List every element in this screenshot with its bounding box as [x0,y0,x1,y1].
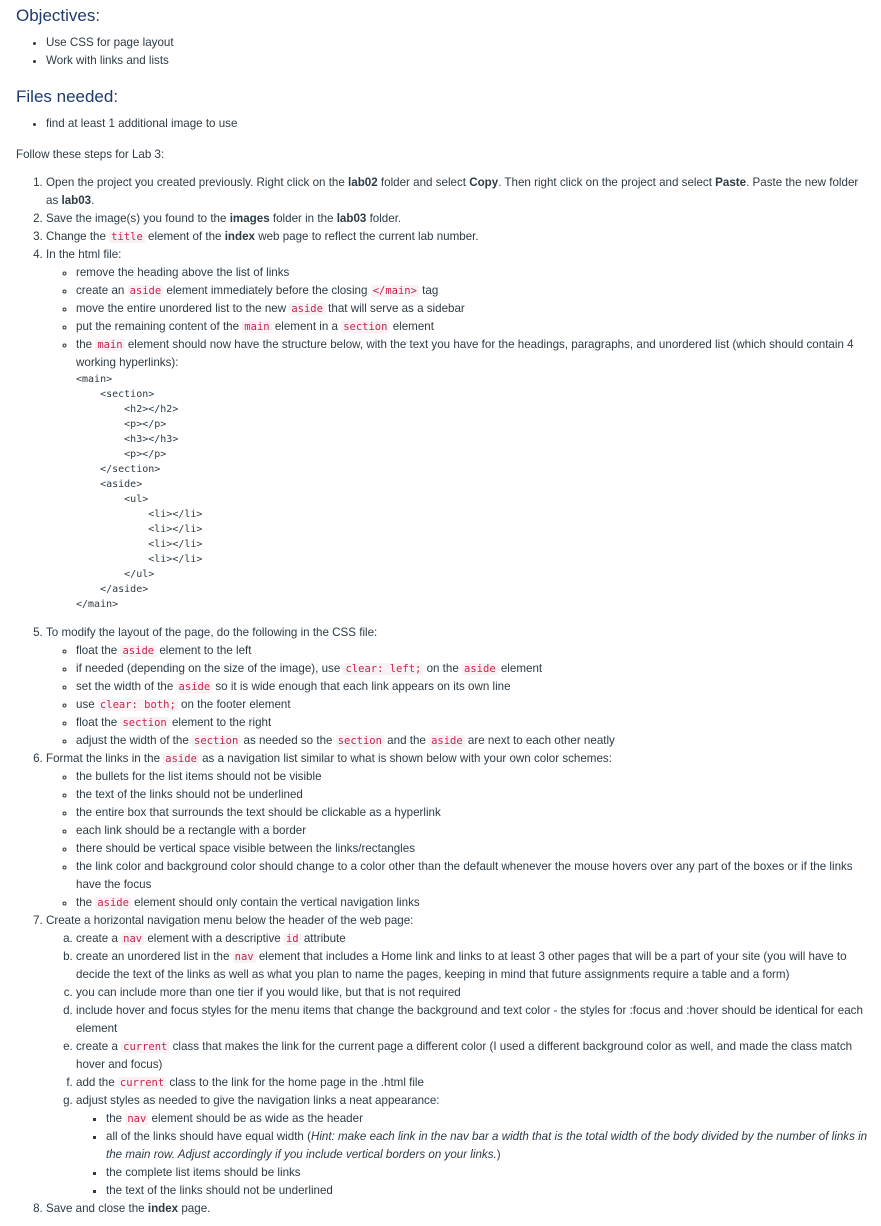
list-item: ◦ the text of the links should not be underlined [76,786,872,804]
objectives-list [16,34,872,70]
list-item: b. create an unordered list in the nav element that includes a Home link and links to at least 3 other pages that will be a part of your site (you will have to decide the text of the links as well as what you plan to name the pages, keeping in mind that future assignments require a table and a form) [76,948,872,984]
intro-text: Follow these steps for Lab 3: [16,148,165,161]
step-4-sublist [46,264,872,612]
step-5: 5. To modify the layout of the page, do the following in the CSS file: ◦ float the aside element to the left ◦ if needed (depending on the size of the image), use clear: left; on the aside element ◦ set the width of the aside so it is wide enough that each link appears on its own line ◦ use clear: both; on the footer element ◦ float the section element to the right ◦ adjust the width of the section as needed so the section and the aside are next to each other neatly [46,624,872,750]
list-item: ◦ the entire box that surrounds the text should be clickable as a hyperlink [76,804,872,822]
list-item: ◦ each link should be a rectangle with a border [76,822,872,840]
step-3: 3. Change the title element of the index web page to reflect the current lab number. [46,228,872,246]
code-block: <main> <section> <h2></h2> <p></p> <h3></h3> <p></p> </section> <aside> <ul> <li></li> <li></li> <li></li> <li></li> </ul> </aside> </main> [76,374,203,610]
list-item: ◦ if needed (depending on the size of the image), use clear: left; on the aside element [76,660,872,678]
objectives-heading: Objectives: [16,6,101,25]
list-item: ▪ the nav element should be as wide as the header [106,1110,872,1128]
step-7: 7. Create a horizontal navigation menu below the header of the web page: a. create a nav element with a descriptive id attribute b. create an unordered list in the nav element that includes a Home link and links to at least 3 other pages that will be a part of your site (you will have to decide the text of the links as well as what you plan to name the pages, keeping in mind that future assignments require a table and a form) c. you can include more than one tier if you would like, but that is not required d. include hover and focus styles for the menu items that change the background and text color - the styles for :focus and :hover should be identical for each element e. create a current class that makes the link for the current page a different color (I used a different background color as well, and made the class match hover and focus) f. add the current class to the link for the home page in the .html file g. adjust styles as needed to give the navigation links a neat appearance: ▪ the nav element should be as wide as the header ▪ all of the links should have equal width (Hint: make each link in the nav bar a width that is the total width of the body divided by the number of links in the main row. Adjust accordingly if you include vertical borders on your links.) ▪ the complete list items should be links ▪ the text of the links should not be underlined [46,912,872,1200]
list-item: e. create a current class that makes the link for the current page a different color (I used a different background color as well, and made the class match hover and focus) [76,1038,872,1074]
document [16,0,872,1218]
step-7g-sublist [76,1110,872,1200]
list-item: g. adjust styles as needed to give the navigation links a neat appearance: ▪ the nav element should be as wide as the header ▪ all of the links should have equal width (Hint: make each link in the nav bar a width that is the total width of the body divided by the number of links in the main row. Adjust accordingly if you include vertical borders on your links.) ▪ the complete list items should be links ▪ the text of the links should not be underlined [76,1092,872,1200]
step-2: 2. Save the image(s) you found to the images folder in the lab03 folder. [46,210,872,228]
list-item: ◦ remove the heading above the list of links [76,264,872,282]
list-item: ◦ the bullets for the list items should not be visible [76,768,872,786]
step-4: 4. In the html file: ◦ remove the heading above the list of links ◦ create an aside element immediately before the closing </main> tag ◦ move the entire unordered list to the new aside that will serve as a sidebar ◦ put the remaining content of the main element in a section element ◦ the main element should now have the structure below, with the text you have for the headings, paragraphs, and unordered list (which should contain 4 working hyperlinks): <main> <section> <h2></h2> <p></p> <h3></h3> <p></p> </section> <aside> <ul> <li></li> <li></li> <li></li> <li></li> </ul> </aside> </main> [46,246,872,612]
list-item: ▪ the complete list items should be links [106,1164,872,1182]
list-item: ◦ the main element should now have the structure below, with the text you have for the headings, paragraphs, and unordered list (which should contain 4 working hyperlinks): <main> <section> <h2></h2> <p></p> <h3></h3> <p></p> </section> <aside> <ul> <li></li> <li></li> <li></li> <li></li> </ul> </aside> </main> [76,336,872,612]
list-item: ◦ use clear: both; on the footer element [76,696,872,714]
list-item: ◦ create an aside element immediately before the closing </main> tag [76,282,872,300]
list-item: ◦ adjust the width of the section as needed so the section and the aside are next to each other neatly [76,732,872,750]
list-item: ◦ move the entire unordered list to the new aside that will serve as a sidebar [76,300,872,318]
list-item: ▪ the text of the links should not be underlined [106,1182,872,1200]
list-item: ◦ the aside element should only contain the vertical navigation links [76,894,872,912]
step-6: 6. Format the links in the aside as a navigation list similar to what is shown below with your own color schemes: ◦ the bullets for the list items should not be visible ◦ the text of the links should not be underlined ◦ the entire box that surrounds the text should be clickable as a hyperlink ◦ each link should be a rectangle with a border ◦ there should be vertical space visible between the links/rectangles ◦ the link color and background color should change to a color other than the default whenever the mouse hovers over any part of the boxes or if the links have the focus ◦ the aside element should only contain the vertical navigation links [46,750,872,912]
step-8: 8. Save and close the index page. [46,1200,872,1218]
list-item: c. you can include more than one tier if you would like, but that is not required [76,984,872,1002]
list-item: ◦ there should be vertical space visible between the links/rectangles [76,840,872,858]
list-item: ◦ put the remaining content of the main element in a section element [76,318,872,336]
list-item: ◦ the link color and background color should change to a color other than the default whenever the mouse hovers over any part of the boxes or if the links have the focus [76,858,872,894]
list-item: ◦ float the section element to the right [76,714,872,732]
list-item: ▪ all of the links should have equal width (Hint: make each link in the nav bar a width that is the total width of the body divided by the number of links in the main row. Adjust accordingly if you include vertical borders on your links.) [106,1128,872,1164]
steps-list [16,174,872,1218]
list-item: f. add the current class to the link for the home page in the .html file [76,1074,872,1092]
list-item: • Work with links and lists [46,52,872,70]
list-item: ◦ float the aside element to the left [76,642,872,660]
list-item: • Use CSS for page layout [46,34,872,52]
list-item: • find at least 1 additional image to use [46,115,872,133]
list-item: ◦ set the width of the aside so it is wide enough that each link appears on its own line [76,678,872,696]
files-list [16,115,872,133]
step-7-sublist [46,930,872,1200]
step-1: 1. Open the project you created previously. Right click on the lab02 folder and select Copy. Then right click on the project and select Paste. Paste the new folder as lab03. [46,174,872,210]
files-needed-heading: Files needed: [16,87,119,106]
list-item: a. create a nav element with a descriptive id attribute [76,930,872,948]
list-item: d. include hover and focus styles for the menu items that change the background and text color - the styles for :focus and :hover should be identical for each element [76,1002,872,1038]
step-6-sublist [46,768,872,912]
step-5-sublist [46,642,872,750]
